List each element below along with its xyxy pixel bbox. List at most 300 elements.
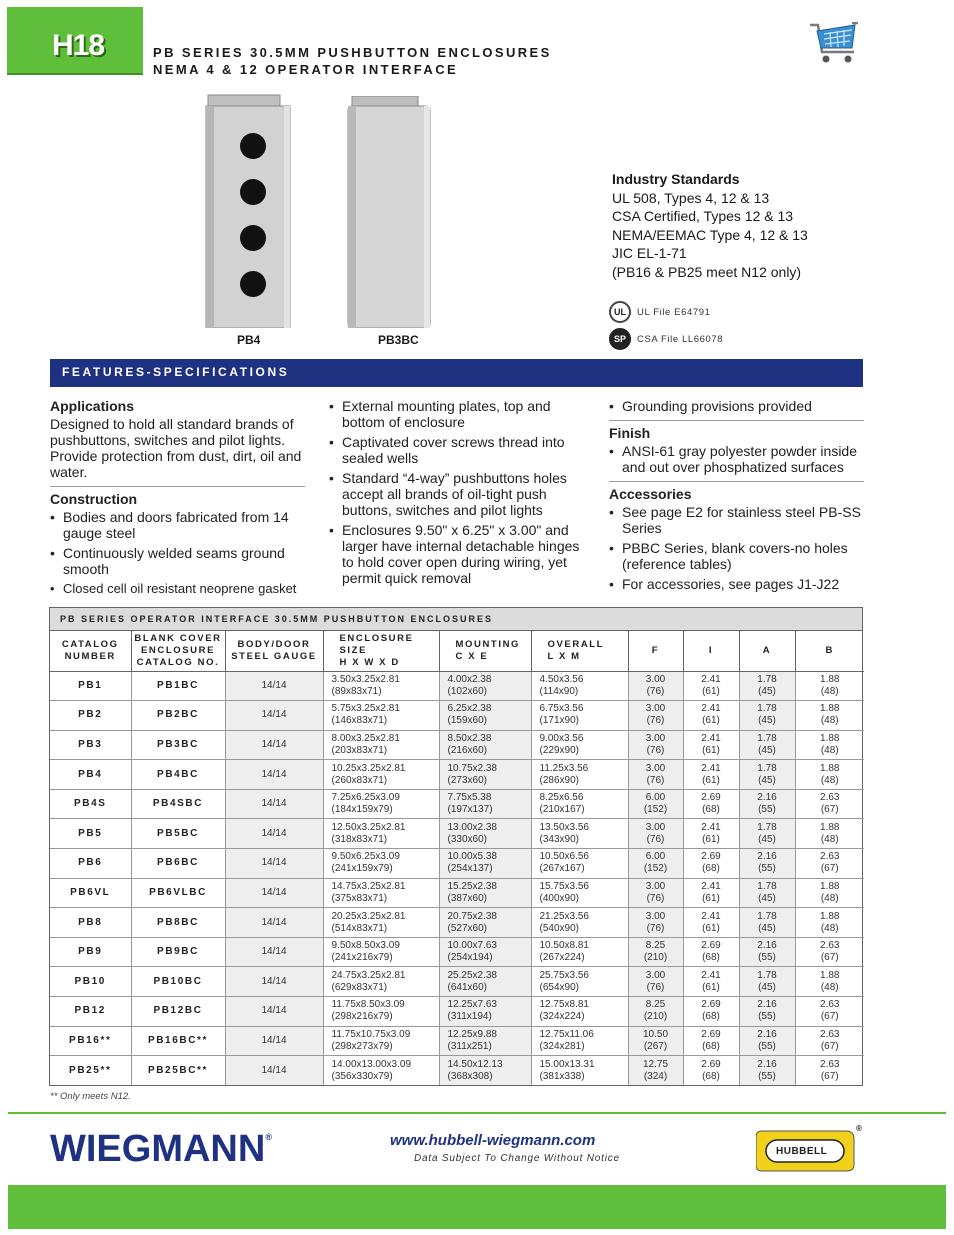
table-cell	[739, 937, 795, 967]
cell-value: (68)	[702, 863, 720, 875]
cell-value: PB8BC	[157, 916, 199, 928]
cell-value: 2.69	[701, 940, 721, 952]
cell-value: 4.50x3.56	[539, 673, 584, 685]
table-cell	[683, 1026, 739, 1056]
cell-value: 6.00	[645, 792, 666, 804]
table-cell	[683, 789, 739, 819]
table-row	[50, 878, 864, 908]
table-cell	[131, 878, 225, 908]
cell-value: (68)	[702, 952, 720, 964]
table-cell	[439, 997, 531, 1027]
ul-logo-icon: UL	[609, 301, 631, 323]
cell-value: 1.88	[820, 969, 840, 981]
cell-value: (55)	[758, 1040, 776, 1052]
cell-value: (45)	[758, 892, 776, 904]
finish-title: Finish	[609, 425, 651, 441]
table-cell	[628, 1026, 683, 1056]
cell-value: PB5BC	[157, 827, 199, 839]
table-cell	[225, 730, 323, 760]
cell-value: (540x90)	[539, 922, 579, 934]
ul-certification	[609, 301, 711, 323]
cell-value: (61)	[702, 892, 720, 904]
cell-value: (267x167)	[539, 863, 585, 875]
column-header	[628, 631, 683, 671]
cell-value: 9.50x8.50x3.09	[331, 940, 400, 952]
cell-value: 2.63	[820, 1028, 840, 1040]
cell-value: 10.50x6.56	[539, 851, 589, 863]
cell-value: 6.75x3.56	[539, 703, 584, 715]
table-cell	[131, 849, 225, 879]
cell-value: 3.00	[645, 880, 666, 892]
table-cell	[628, 967, 683, 997]
cell-value: PB5	[78, 827, 103, 839]
table-cell	[50, 937, 131, 967]
column-header-line: CATALOG	[61, 638, 119, 650]
table-cell	[439, 819, 531, 849]
table-cell	[225, 1056, 323, 1086]
industry-standards	[612, 170, 808, 282]
cell-value: PB3	[78, 738, 103, 750]
cell-value: 2.16	[757, 792, 777, 804]
table-cell	[531, 701, 628, 731]
cell-value: PB12BC	[153, 1005, 203, 1017]
cell-value: 12.75x11.06	[539, 1028, 594, 1040]
cell-value: 7.75x5.38	[447, 792, 492, 804]
table-row	[50, 789, 864, 819]
table-cell	[50, 1026, 131, 1056]
column-header-line: C X E	[455, 650, 489, 662]
cell-value: 2.69	[701, 851, 721, 863]
cell-value: (67)	[820, 1070, 839, 1082]
cell-value: (184x159x79)	[331, 804, 393, 816]
cell-value: 1.88	[820, 703, 840, 715]
cell-value: 4.00x2.38	[447, 673, 492, 685]
cell-value: 12.25x7.63	[447, 999, 497, 1011]
column-header-line: A	[762, 644, 772, 656]
column-header-line: CATALOG NO.	[136, 656, 220, 668]
cell-value: (48)	[820, 685, 839, 697]
table-cell	[50, 967, 131, 997]
cell-value: (61)	[702, 744, 720, 756]
shopping-cart-icon[interactable]	[808, 22, 862, 66]
table-cell	[323, 1026, 439, 1056]
cell-value: 14/14	[261, 738, 287, 750]
cell-value: 15.75x3.56	[539, 880, 589, 892]
standards-line: CSA Certified, Types 12 & 13	[612, 208, 794, 225]
table-row	[50, 730, 864, 760]
cell-value: (67)	[820, 1040, 839, 1052]
cell-value: (45)	[758, 715, 776, 727]
table-cell	[795, 1056, 864, 1086]
table-cell	[628, 997, 683, 1027]
cell-value: PB1BC	[157, 679, 199, 691]
cell-value: 14/14	[261, 1005, 287, 1017]
cell-value: 20.75x2.38	[447, 910, 497, 922]
table-cell	[628, 849, 683, 879]
table-row	[50, 701, 864, 731]
cell-value: 2.41	[701, 821, 721, 833]
table-cell	[439, 760, 531, 790]
cell-value: 12.75	[642, 1058, 669, 1070]
cell-value: 2.16	[757, 999, 777, 1011]
cell-value: PB16BC**	[147, 1034, 209, 1046]
page-title-line1: PB SERIES 30.5MM PUSHBUTTON ENCLOSURES	[153, 45, 552, 60]
cell-value: PB10BC	[153, 975, 203, 987]
cell-value: PB9BC	[157, 946, 199, 958]
cell-value: 5.75x3.25x2.81	[331, 703, 400, 715]
table-cell	[683, 997, 739, 1027]
cell-value: 2.16	[757, 1058, 777, 1070]
column-header	[439, 631, 531, 671]
cell-value: PB25BC**	[147, 1064, 209, 1076]
photo-label-pb3bc: PB3BC	[378, 333, 419, 347]
tab-rule	[7, 73, 143, 75]
cell-value: (67)	[820, 1011, 839, 1023]
table-cell	[50, 878, 131, 908]
cell-value: 14/14	[261, 798, 287, 810]
table-cell	[131, 701, 225, 731]
features-column-3	[609, 398, 864, 596]
cell-value: 3.00	[645, 762, 666, 774]
table-cell	[683, 701, 739, 731]
cell-value: 1.78	[757, 821, 777, 833]
table-cell	[531, 937, 628, 967]
cell-value: PB12	[74, 1005, 106, 1017]
table-cell	[628, 701, 683, 731]
table-cell	[531, 997, 628, 1027]
finish-list	[609, 443, 864, 475]
cell-value: 1.88	[820, 732, 840, 744]
table-cell	[225, 908, 323, 938]
table-cell	[739, 701, 795, 731]
photo-label-pb4: PB4	[237, 333, 261, 347]
table-cell	[439, 1026, 531, 1056]
cell-value: 2.16	[757, 1028, 777, 1040]
cell-value: (68)	[702, 1011, 720, 1023]
cell-value: (76)	[646, 685, 665, 697]
cell-value: (527x60)	[447, 922, 487, 934]
table-cell	[225, 760, 323, 790]
cell-value: (159x60)	[447, 715, 487, 727]
cell-value: 14.50x12.13	[447, 1058, 503, 1070]
table-row	[50, 760, 864, 790]
table-row	[50, 1026, 864, 1056]
table-cell	[439, 908, 531, 938]
cell-value: 12.25x9.88	[447, 1028, 497, 1040]
cell-value: 9.50x6.25x3.09	[331, 851, 400, 863]
table-cell	[50, 819, 131, 849]
cell-value: 12.75x8.81	[539, 999, 589, 1011]
cell-value: (273x60)	[447, 774, 487, 786]
cell-value: (356x330x79)	[331, 1070, 393, 1082]
divider	[609, 481, 864, 482]
table-cell	[131, 967, 225, 997]
table-cell	[225, 789, 323, 819]
table-cell	[628, 1056, 683, 1086]
cell-value: (45)	[758, 744, 776, 756]
cell-value: (197x137)	[447, 804, 493, 816]
hubbell-logo[interactable]	[756, 1124, 862, 1173]
cell-value: 3.00	[645, 821, 666, 833]
cell-value: (298x273x79)	[331, 1040, 393, 1052]
cell-value: PB2	[78, 709, 103, 721]
cell-value: 1.78	[757, 732, 777, 744]
cell-value: (210)	[643, 952, 668, 964]
cell-value: 1.88	[820, 762, 840, 774]
table-cell	[323, 819, 439, 849]
cell-value: PB9	[78, 946, 103, 958]
cell-value: 3.00	[645, 910, 666, 922]
table-cell	[683, 967, 739, 997]
cell-value: 1.78	[757, 969, 777, 981]
cell-value: (381x338)	[539, 1070, 585, 1082]
table-cell	[739, 997, 795, 1027]
cell-value: 2.63	[820, 851, 840, 863]
table-cell	[739, 730, 795, 760]
table-row	[50, 1056, 864, 1086]
column-header-line: NUMBER	[64, 650, 116, 662]
cell-value: PB6VL	[70, 886, 111, 898]
cell-value: (76)	[646, 892, 665, 904]
cell-value: (67)	[820, 952, 839, 964]
hubbell-name: HUBBELL	[776, 1146, 828, 1157]
cell-value: 14/14	[261, 886, 287, 898]
cell-value: PB6BC	[157, 857, 199, 869]
cell-value: 14/14	[261, 975, 287, 987]
table-cell	[531, 849, 628, 879]
list-item: • Continuously welded seams ground smooth	[50, 545, 305, 577]
cell-value: (514x83x71)	[331, 922, 388, 934]
standards-line: NEMA/EEMAC Type 4, 12 & 13	[612, 226, 808, 243]
footer-rule	[8, 1112, 946, 1114]
table-cell	[439, 1056, 531, 1086]
cell-value: 2.63	[820, 940, 840, 952]
column-header	[225, 631, 323, 671]
list-item: • Enclosures 9.50" x 6.25" x 3.00" and larger have internal detachable hinges to hold cover open during wiring, yet permit quick removal	[329, 522, 584, 586]
cell-value: 10.50	[642, 1028, 669, 1040]
cell-value: (254x194)	[447, 952, 493, 964]
standards-title: Industry Standards	[612, 171, 740, 187]
table-cell	[628, 789, 683, 819]
cell-value: (330x60)	[447, 833, 487, 845]
table-cell	[225, 819, 323, 849]
table-cell	[323, 937, 439, 967]
table-cell	[531, 908, 628, 938]
cell-value: (629x83x71)	[331, 981, 388, 993]
cell-value: (45)	[758, 922, 776, 934]
table-cell	[323, 967, 439, 997]
cell-value: 2.41	[701, 880, 721, 892]
list-item: • Bodies and doors fabricated from 14 gauge steel	[50, 509, 305, 541]
table-cell	[739, 908, 795, 938]
accessories-list	[609, 504, 864, 592]
cell-value: 14.75x3.25x2.81	[331, 880, 406, 892]
applications-text: Designed to hold all standard brands of pushbuttons, switches and pilot lights. Provide protection from dust, dirt, oil and water.	[50, 416, 302, 480]
cell-value: (76)	[646, 922, 665, 934]
divider	[609, 420, 864, 421]
cell-value: (76)	[646, 981, 665, 993]
cell-value: (61)	[702, 922, 720, 934]
cell-value: (210)	[643, 1011, 668, 1023]
list-item: • PBBC Series, blank covers-no holes (reference tables)	[609, 540, 864, 572]
cell-value: 11.75x10.75x3.09	[331, 1028, 411, 1040]
table-cell	[683, 1056, 739, 1086]
table-cell	[628, 878, 683, 908]
table-cell	[131, 819, 225, 849]
cell-value: (654x90)	[539, 981, 579, 993]
table-footnote: ** Only meets N12.	[50, 1091, 131, 1102]
cell-value: 10.75x2.38	[447, 762, 497, 774]
features-list	[329, 398, 584, 586]
cell-value: (216x60)	[447, 744, 487, 756]
table-cell	[531, 967, 628, 997]
table-cell	[739, 967, 795, 997]
cell-value: (260x83x71)	[331, 774, 388, 786]
cell-value: (48)	[820, 715, 839, 727]
construction-title: Construction	[50, 491, 138, 507]
table-cell	[531, 1056, 628, 1086]
table-cell	[439, 937, 531, 967]
cell-value: PB6	[78, 857, 103, 869]
column-header-line: BLANK COVER	[134, 632, 222, 644]
cell-value: 14/14	[261, 1064, 287, 1076]
standards-line: (PB16 & PB25 meet N12 only)	[612, 263, 802, 280]
table-cell	[131, 1056, 225, 1086]
table-title: PB SERIES OPERATOR INTERFACE 30.5MM PUSHBUTTON ENCLOSURES	[50, 608, 862, 631]
cell-value: 8.25x6.56	[539, 792, 584, 804]
cell-value: 14/14	[261, 827, 287, 839]
list-item: • See page E2 for stainless steel PB-SS Series	[609, 504, 864, 536]
cell-value: PB1	[78, 679, 103, 691]
cell-value: (45)	[758, 981, 776, 993]
table-cell	[795, 997, 864, 1027]
cell-value: (241x159x79)	[331, 863, 393, 875]
table-cell	[795, 849, 864, 879]
cell-value: 10.00x5.38	[447, 851, 497, 863]
cell-value: 1.88	[820, 910, 840, 922]
table-cell	[50, 908, 131, 938]
cell-value: (48)	[820, 922, 839, 934]
cell-value: 10.50x8.81	[539, 940, 589, 952]
cell-value: 1.78	[757, 910, 777, 922]
cell-value: 10.00x7.63	[447, 940, 497, 952]
cell-value: (48)	[820, 833, 839, 845]
cell-value: 9.00x3.56	[539, 732, 584, 744]
table-cell	[683, 671, 739, 701]
column-header-line: ENCLOSURE SIZE	[339, 632, 414, 656]
table-cell	[225, 701, 323, 731]
column-header	[795, 631, 864, 671]
cell-value: 8.25	[645, 999, 666, 1011]
cell-value: PB4SBC	[152, 798, 204, 810]
table-cell	[531, 878, 628, 908]
table-header-row	[50, 631, 864, 671]
column-header	[683, 631, 739, 671]
column-header-line: L X M	[547, 650, 581, 662]
cell-value: 8.00x3.25x2.81	[331, 732, 400, 744]
cell-value: (61)	[702, 774, 720, 786]
table-cell	[323, 671, 439, 701]
features-bar-title: FEATURES-SPECIFICATIONS	[62, 365, 290, 379]
cell-value: (61)	[702, 981, 720, 993]
cell-value: 25.75x3.56	[539, 969, 589, 981]
website-link[interactable]: www.hubbell-wiegmann.com	[390, 1132, 596, 1149]
cell-value: (324x281)	[539, 1040, 585, 1052]
table-cell	[531, 760, 628, 790]
table-row	[50, 997, 864, 1027]
table-cell	[683, 937, 739, 967]
list-item: • External mounting plates, top and bottom of enclosure	[329, 398, 584, 430]
table-cell	[131, 937, 225, 967]
table-cell	[531, 671, 628, 701]
table-cell	[628, 730, 683, 760]
table-cell	[323, 1056, 439, 1086]
table-cell	[439, 789, 531, 819]
cell-value: 6.00	[645, 851, 666, 863]
cell-value: PB10	[74, 975, 106, 987]
column-header-line: BODY/DOOR	[237, 638, 311, 650]
table-cell	[50, 671, 131, 701]
cell-value: (152)	[643, 863, 668, 875]
cell-value: (368x308)	[447, 1070, 493, 1082]
cell-value: 1.88	[820, 880, 840, 892]
table-cell	[131, 908, 225, 938]
table-cell	[683, 730, 739, 760]
table-cell	[628, 819, 683, 849]
cell-value: 1.78	[757, 673, 777, 685]
divider	[50, 486, 305, 487]
cell-value: (76)	[646, 774, 665, 786]
table-cell	[795, 701, 864, 731]
cell-value: (76)	[646, 715, 665, 727]
cell-value: 14.00x13.00x3.09	[331, 1058, 412, 1070]
cell-value: 6.25x2.38	[447, 703, 492, 715]
wiegmann-logo[interactable]	[50, 1128, 272, 1171]
cell-value: (229x90)	[539, 744, 579, 756]
table-cell	[739, 1026, 795, 1056]
cell-value: PB25**	[69, 1064, 112, 1076]
table-cell	[323, 878, 439, 908]
cell-value: (641x60)	[447, 981, 487, 993]
table-cell	[131, 730, 225, 760]
list-item: • Standard “4-way” pushbuttons holes accept all brands of oil-tight push buttons, switches and pilot lights	[329, 470, 584, 518]
cell-value: 2.41	[701, 910, 721, 922]
cell-value: PB8	[78, 916, 103, 928]
cell-value: 2.16	[757, 851, 777, 863]
table-cell	[439, 701, 531, 731]
table-cell	[225, 997, 323, 1027]
table-cell	[439, 730, 531, 760]
cell-value: (324)	[643, 1070, 668, 1082]
brand-name: WIEGMANN	[50, 1128, 266, 1170]
cell-value: (114x90)	[539, 685, 579, 697]
table-cell	[628, 937, 683, 967]
table-cell	[50, 789, 131, 819]
cell-value: (311x194)	[447, 1011, 492, 1023]
accessories-title: Accessories	[609, 486, 692, 502]
cell-value: 14/14	[261, 768, 287, 780]
features-column-2	[329, 398, 584, 590]
csa-certification	[609, 328, 723, 350]
cell-value: 2.41	[701, 703, 721, 715]
cell-value: (67)	[820, 863, 839, 875]
cell-value: 24.75x3.25x2.81	[331, 969, 406, 981]
table-cell	[323, 849, 439, 879]
cell-value: (210x167)	[539, 804, 585, 816]
cell-value: 14/14	[261, 916, 287, 928]
list-item: • Grounding provisions provided	[609, 398, 864, 414]
table-cell	[683, 819, 739, 849]
